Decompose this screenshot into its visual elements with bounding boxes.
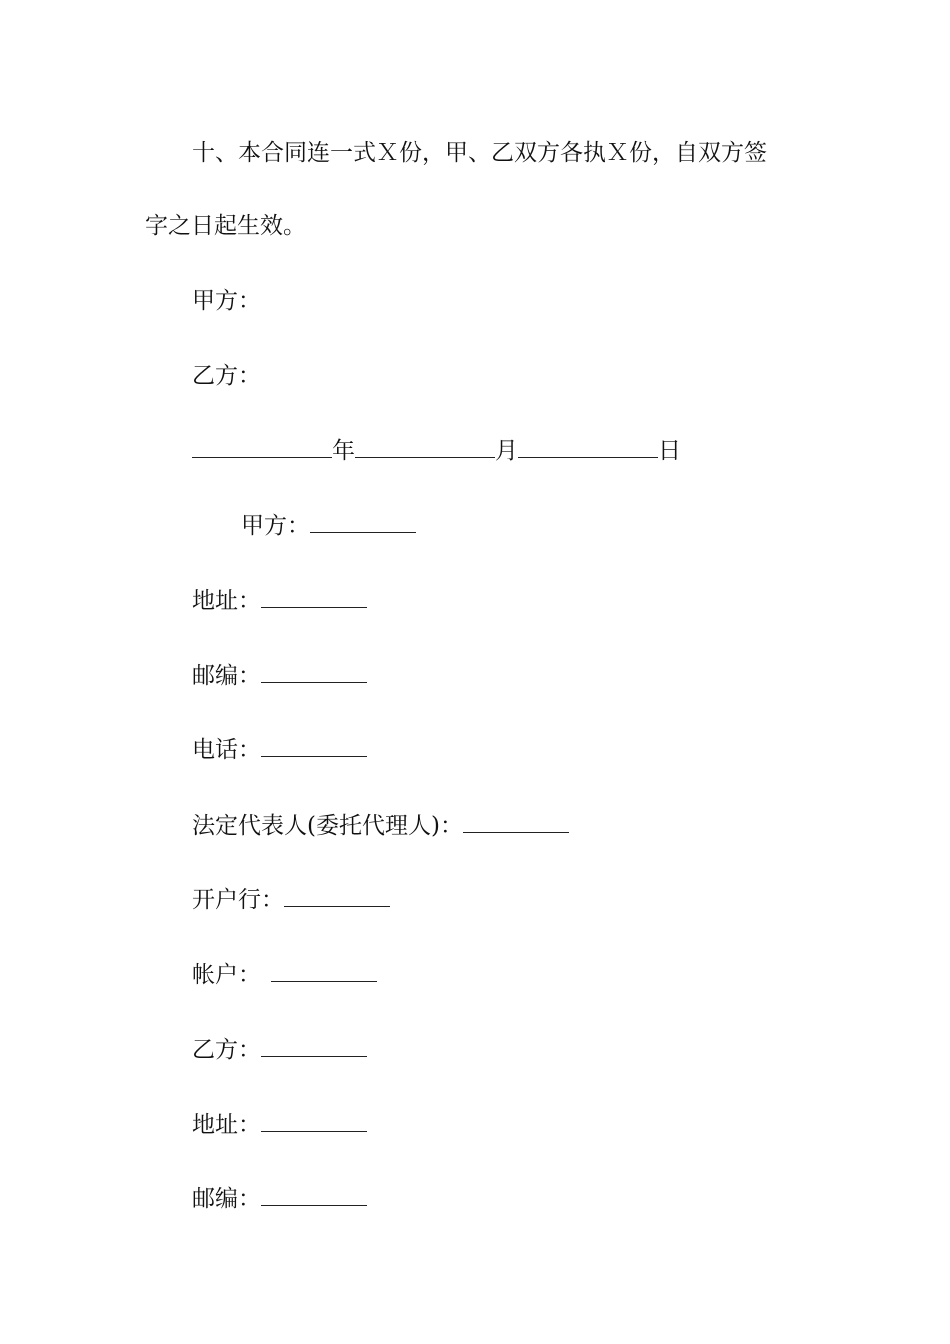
- a-bank-label: 开户行：: [192, 887, 284, 913]
- a-legal-rep-label: 法定代表人(委托代理人)：: [192, 813, 463, 839]
- day-blank[interactable]: [518, 435, 658, 458]
- day-label: 日: [658, 438, 681, 464]
- month-blank[interactable]: [355, 435, 495, 458]
- clause-10-line-2: [145, 211, 306, 241]
- b-postcode-blank[interactable]: [261, 1183, 367, 1206]
- party-b-sign-label: 乙方：: [192, 1037, 261, 1063]
- party-a-sign-blank[interactable]: [310, 510, 416, 533]
- year-blank[interactable]: [192, 435, 332, 458]
- party-b-line: [192, 361, 261, 391]
- b-postcode-label: 邮编：: [192, 1186, 261, 1212]
- party-a-sign-line: [241, 510, 416, 541]
- party-a-line: [192, 286, 261, 316]
- a-address-line: [192, 585, 367, 616]
- a-phone-blank[interactable]: [261, 734, 367, 757]
- a-address-label: 地址：: [192, 588, 261, 614]
- a-account-label: 帐户：: [192, 962, 261, 988]
- a-postcode-label: 邮编：: [192, 663, 261, 689]
- year-label: 年: [332, 438, 355, 464]
- clause-10-line-1: [192, 138, 767, 168]
- party-a-label: 甲方：: [192, 288, 261, 314]
- a-postcode-blank[interactable]: [261, 660, 367, 683]
- a-bank-blank[interactable]: [284, 884, 390, 907]
- clause-10-text-1: 十、本合同连一式Ｘ份，甲、乙双方各执Ｘ份，自双方签: [192, 140, 767, 166]
- b-address-blank[interactable]: [261, 1109, 367, 1132]
- a-legal-rep-blank[interactable]: [463, 810, 569, 833]
- a-postcode-line: [192, 660, 367, 691]
- a-phone-line: [192, 734, 367, 765]
- party-a-sign-label: 甲方：: [241, 513, 310, 539]
- a-address-blank[interactable]: [261, 585, 367, 608]
- a-bank-line: [192, 884, 390, 915]
- a-phone-label: 电话：: [192, 737, 261, 763]
- b-postcode-line: [192, 1183, 367, 1214]
- party-b-label: 乙方：: [192, 363, 261, 389]
- date-line: [192, 435, 681, 466]
- clause-10-text-2: 字之日起生效。: [145, 213, 306, 239]
- a-account-blank[interactable]: [271, 959, 377, 982]
- a-legal-rep-line: [192, 810, 569, 841]
- b-address-line: [192, 1109, 367, 1140]
- month-label: 月: [495, 438, 518, 464]
- a-account-line: [192, 959, 377, 990]
- party-b-sign-line: [192, 1034, 367, 1065]
- party-b-sign-blank[interactable]: [261, 1034, 367, 1057]
- b-address-label: 地址：: [192, 1112, 261, 1138]
